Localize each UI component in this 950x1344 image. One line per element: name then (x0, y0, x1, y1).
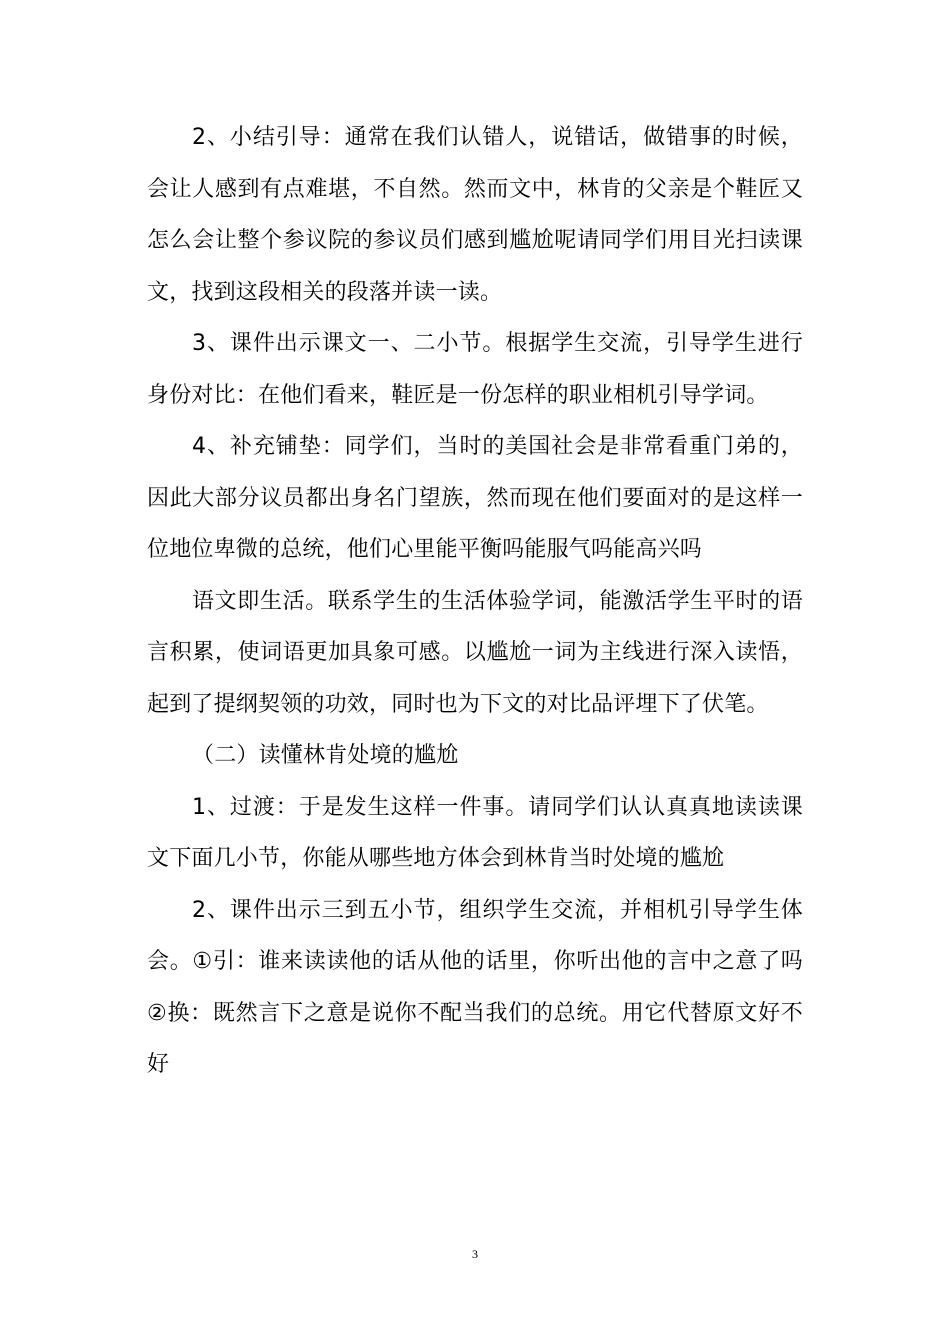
paragraph-transition: 1、过渡：于是发生这样一件事。请同学们认认真真地读读课文下面几小节，你能从哪些地方体会到林肯当时处境的尴尬 (147, 794, 803, 871)
paragraph-summary-guide: 2、小结引导：通常在我们认错人，说错话，做错事的时候，会让人感到有点难堪，不自然。然而文中，林肯的父亲是个鞋匠又怎么会让整个参议院的参议员们感到尴尬呢请同学们用目光扫读课文，找到这段相关的段落并读一读。 (147, 125, 803, 305)
section-heading: （二）读懂林肯处境的尴尬 (192, 743, 459, 768)
paragraph-commentary: 语文即生活。联系学生的生活体验学词，能激活学生平时的语言积累，使词语更加具象可感。以尴尬一词为主线进行深入读悟，起到了提纲契领的功效，同时也为下文的对比品评埋下了伏笔。 (147, 588, 803, 717)
body-text (147, 112, 803, 1091)
paragraph-supplement: 4、补充铺垫：同学们，当时的美国社会是非常看重门弟的，因此大部分议员都出身名门望族，然而现在他们要面对的是这样一位地位卑微的总统，他们心里能平衡吗能服气吗能高兴吗 (147, 434, 803, 562)
paragraph-courseware-three-five: 2、课件出示三到五小节，组织学生交流，并相机引导学生体会。①引：谁来读读他的话从他的话里，你听出他的言中之意了吗②换：既然言下之意是说你不配当我们的总统。用它代替原文好不好 (147, 897, 803, 1077)
page-number: 3 (472, 1247, 478, 1261)
paragraph-courseware-one-two: 3、课件出示课文一、二小节。根据学生交流，引导学生进行身份对比：在他们看来，鞋匠是一份怎样的职业相机引导学词。 (147, 331, 803, 408)
